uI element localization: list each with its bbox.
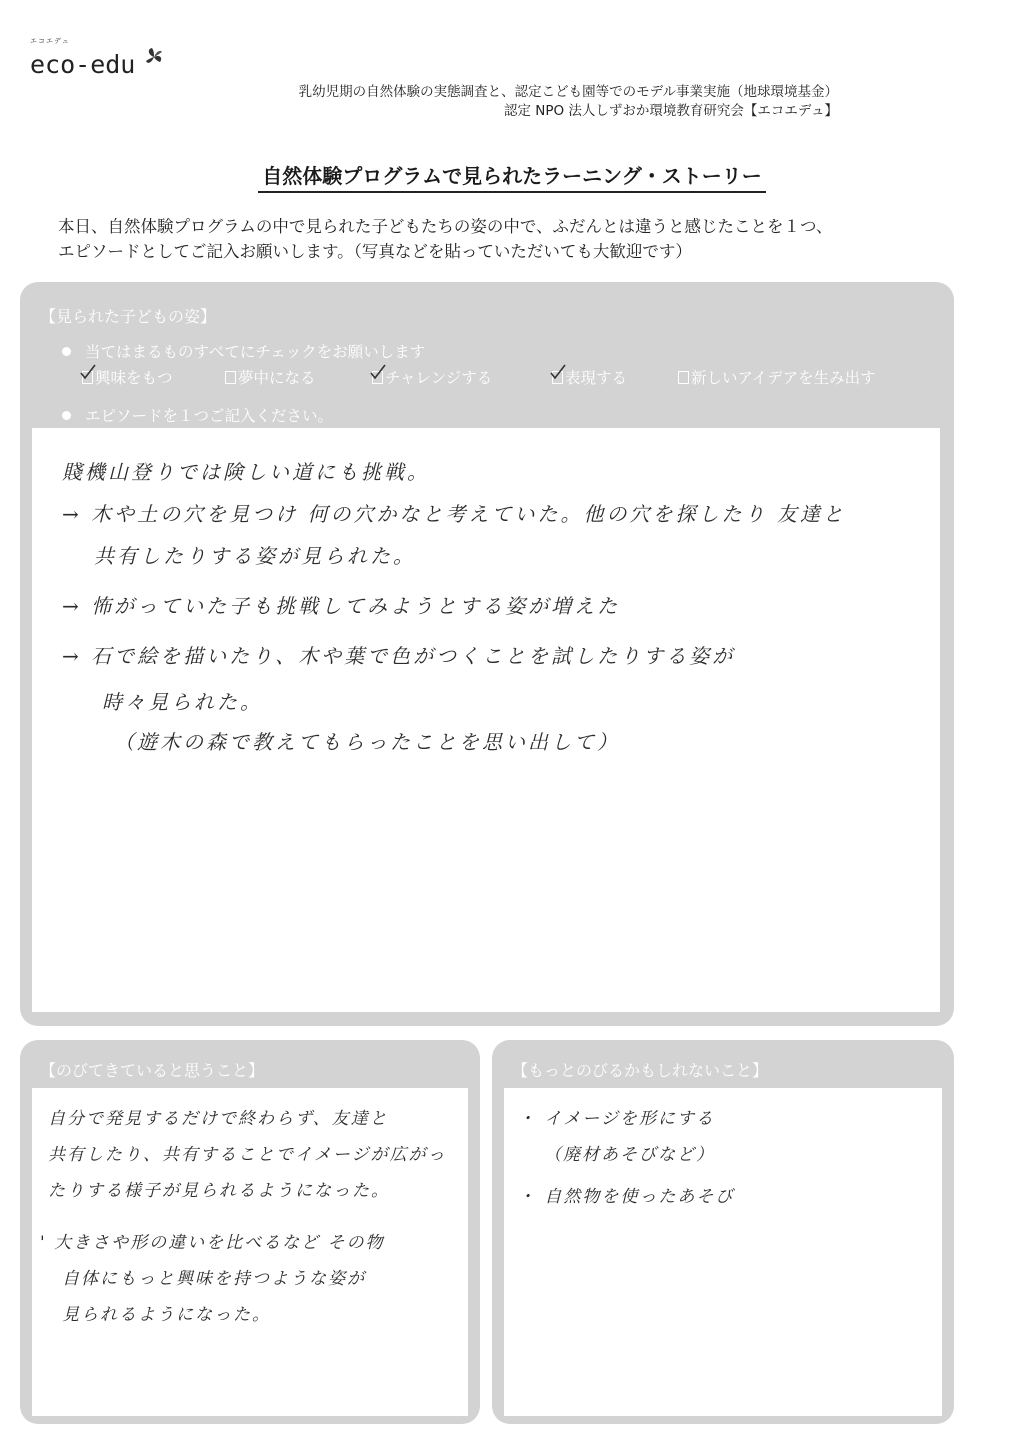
episode-line: （遊木の森で教えてもらったことを思い出して）	[114, 730, 620, 754]
page-title	[0, 160, 1024, 193]
growing-line: たりする様子が見られるようになった。	[48, 1181, 390, 1201]
checkbox-label: 興味をもつ	[95, 369, 173, 387]
check-mark-icon	[549, 363, 567, 381]
growing-line: 共有したり、共有することでイメージが広がっ	[48, 1145, 447, 1165]
project-name: 乳幼児期の自然体験の実態調査と、認定こども園等でのモデル事業実施（地球環境基金）	[298, 84, 838, 100]
checkbox-box	[372, 371, 383, 384]
intro-text	[58, 214, 958, 264]
potential-panel	[492, 1040, 954, 1424]
episode-line: 賤機山登りでは険しい道にも挑戦。	[62, 460, 430, 484]
check-instruction-text: 当てはまるものすべてにチェックをお願いします	[85, 343, 426, 361]
episode-line: → 木や土の穴を見つけ 何の穴かなと考えていた。他の穴を探したり 友達と	[62, 502, 846, 526]
intro-line-2: エピソードとしてご記入お願いします。（写真などを貼っていただいても大歓迎です）	[58, 242, 692, 261]
checkbox-absorbed[interactable]	[225, 366, 316, 388]
checkbox-box	[552, 371, 563, 384]
check-mark-icon	[79, 363, 97, 381]
potential-writing-area[interactable]	[504, 1088, 942, 1416]
checkbox-label: 新しいアイデアを生み出す	[691, 369, 876, 387]
potential-line: ・ 自然物を使ったあそび	[518, 1187, 735, 1207]
potential-line: ・ イメージを形にする	[518, 1109, 715, 1129]
logo-small-text: エコエデュ	[30, 37, 70, 45]
logo-text: eco-edu	[30, 50, 136, 79]
episode-panel-heading: 【見られた子どもの姿】	[40, 307, 217, 326]
checkbox-new-idea[interactable]	[678, 366, 876, 388]
episode-writing-area[interactable]	[32, 428, 940, 1012]
episode-line: → 怖がっていた子も挑戦してみようとする姿が増えた	[62, 594, 621, 618]
page-title-text: 自然体験プログラムで見られたラーニング・ストーリー	[258, 160, 765, 193]
eco-edu-logo	[30, 36, 160, 86]
episode-line: 時々見られた。	[102, 690, 263, 714]
episode-panel	[20, 282, 954, 1026]
growing-line: 自分で発見するだけで終わらず、友達と	[48, 1109, 389, 1129]
episode-line: 共有したりする姿が見られた。	[94, 544, 416, 568]
bullet-icon	[62, 411, 71, 420]
checkbox-label: チャレンジする	[385, 369, 493, 387]
episode-instruction-text: エピソードを１つご記入ください。	[85, 407, 334, 425]
leaf-swirl-icon	[144, 46, 164, 68]
potential-panel-heading: 【もっとのびるかもしれないこと】	[512, 1061, 769, 1080]
growing-line: 自体にもっと興味を持つような姿が	[62, 1269, 366, 1289]
growing-panel-heading: 【のびてきていると思うこと】	[40, 1061, 265, 1080]
episode-instruction	[62, 404, 333, 426]
potential-line: （廃材あそびなど）	[544, 1145, 715, 1165]
checkbox-interest[interactable]	[82, 366, 173, 388]
checkbox-label: 表現する	[565, 369, 628, 387]
checkbox-challenge[interactable]	[372, 366, 492, 388]
checkbox-box	[82, 371, 93, 384]
growing-line: 見られるようになった。	[62, 1305, 271, 1325]
check-instruction	[62, 340, 425, 362]
checkbox-box	[225, 371, 236, 384]
growing-line: ' 大きさや形の違いを比べるなど その物	[40, 1233, 385, 1253]
checkbox-box	[678, 371, 689, 384]
organization-name: 認定 NPO 法人しずおか環境教育研究会【エコエデュ】	[503, 103, 838, 119]
checkbox-express[interactable]	[552, 366, 627, 388]
growing-panel	[20, 1040, 480, 1424]
check-mark-icon	[369, 363, 387, 381]
checkbox-label: 夢中になる	[238, 369, 316, 387]
growing-writing-area[interactable]	[32, 1088, 468, 1416]
intro-line-1: 本日、自然体験プログラムの中で見られた子どもたちの姿の中で、ふだんとは違うと感じたことを１つ、	[58, 217, 833, 236]
episode-line: → 石で絵を描いたり、木や葉で色がつくことを試したりする姿が	[62, 644, 736, 668]
bullet-icon	[62, 347, 71, 356]
